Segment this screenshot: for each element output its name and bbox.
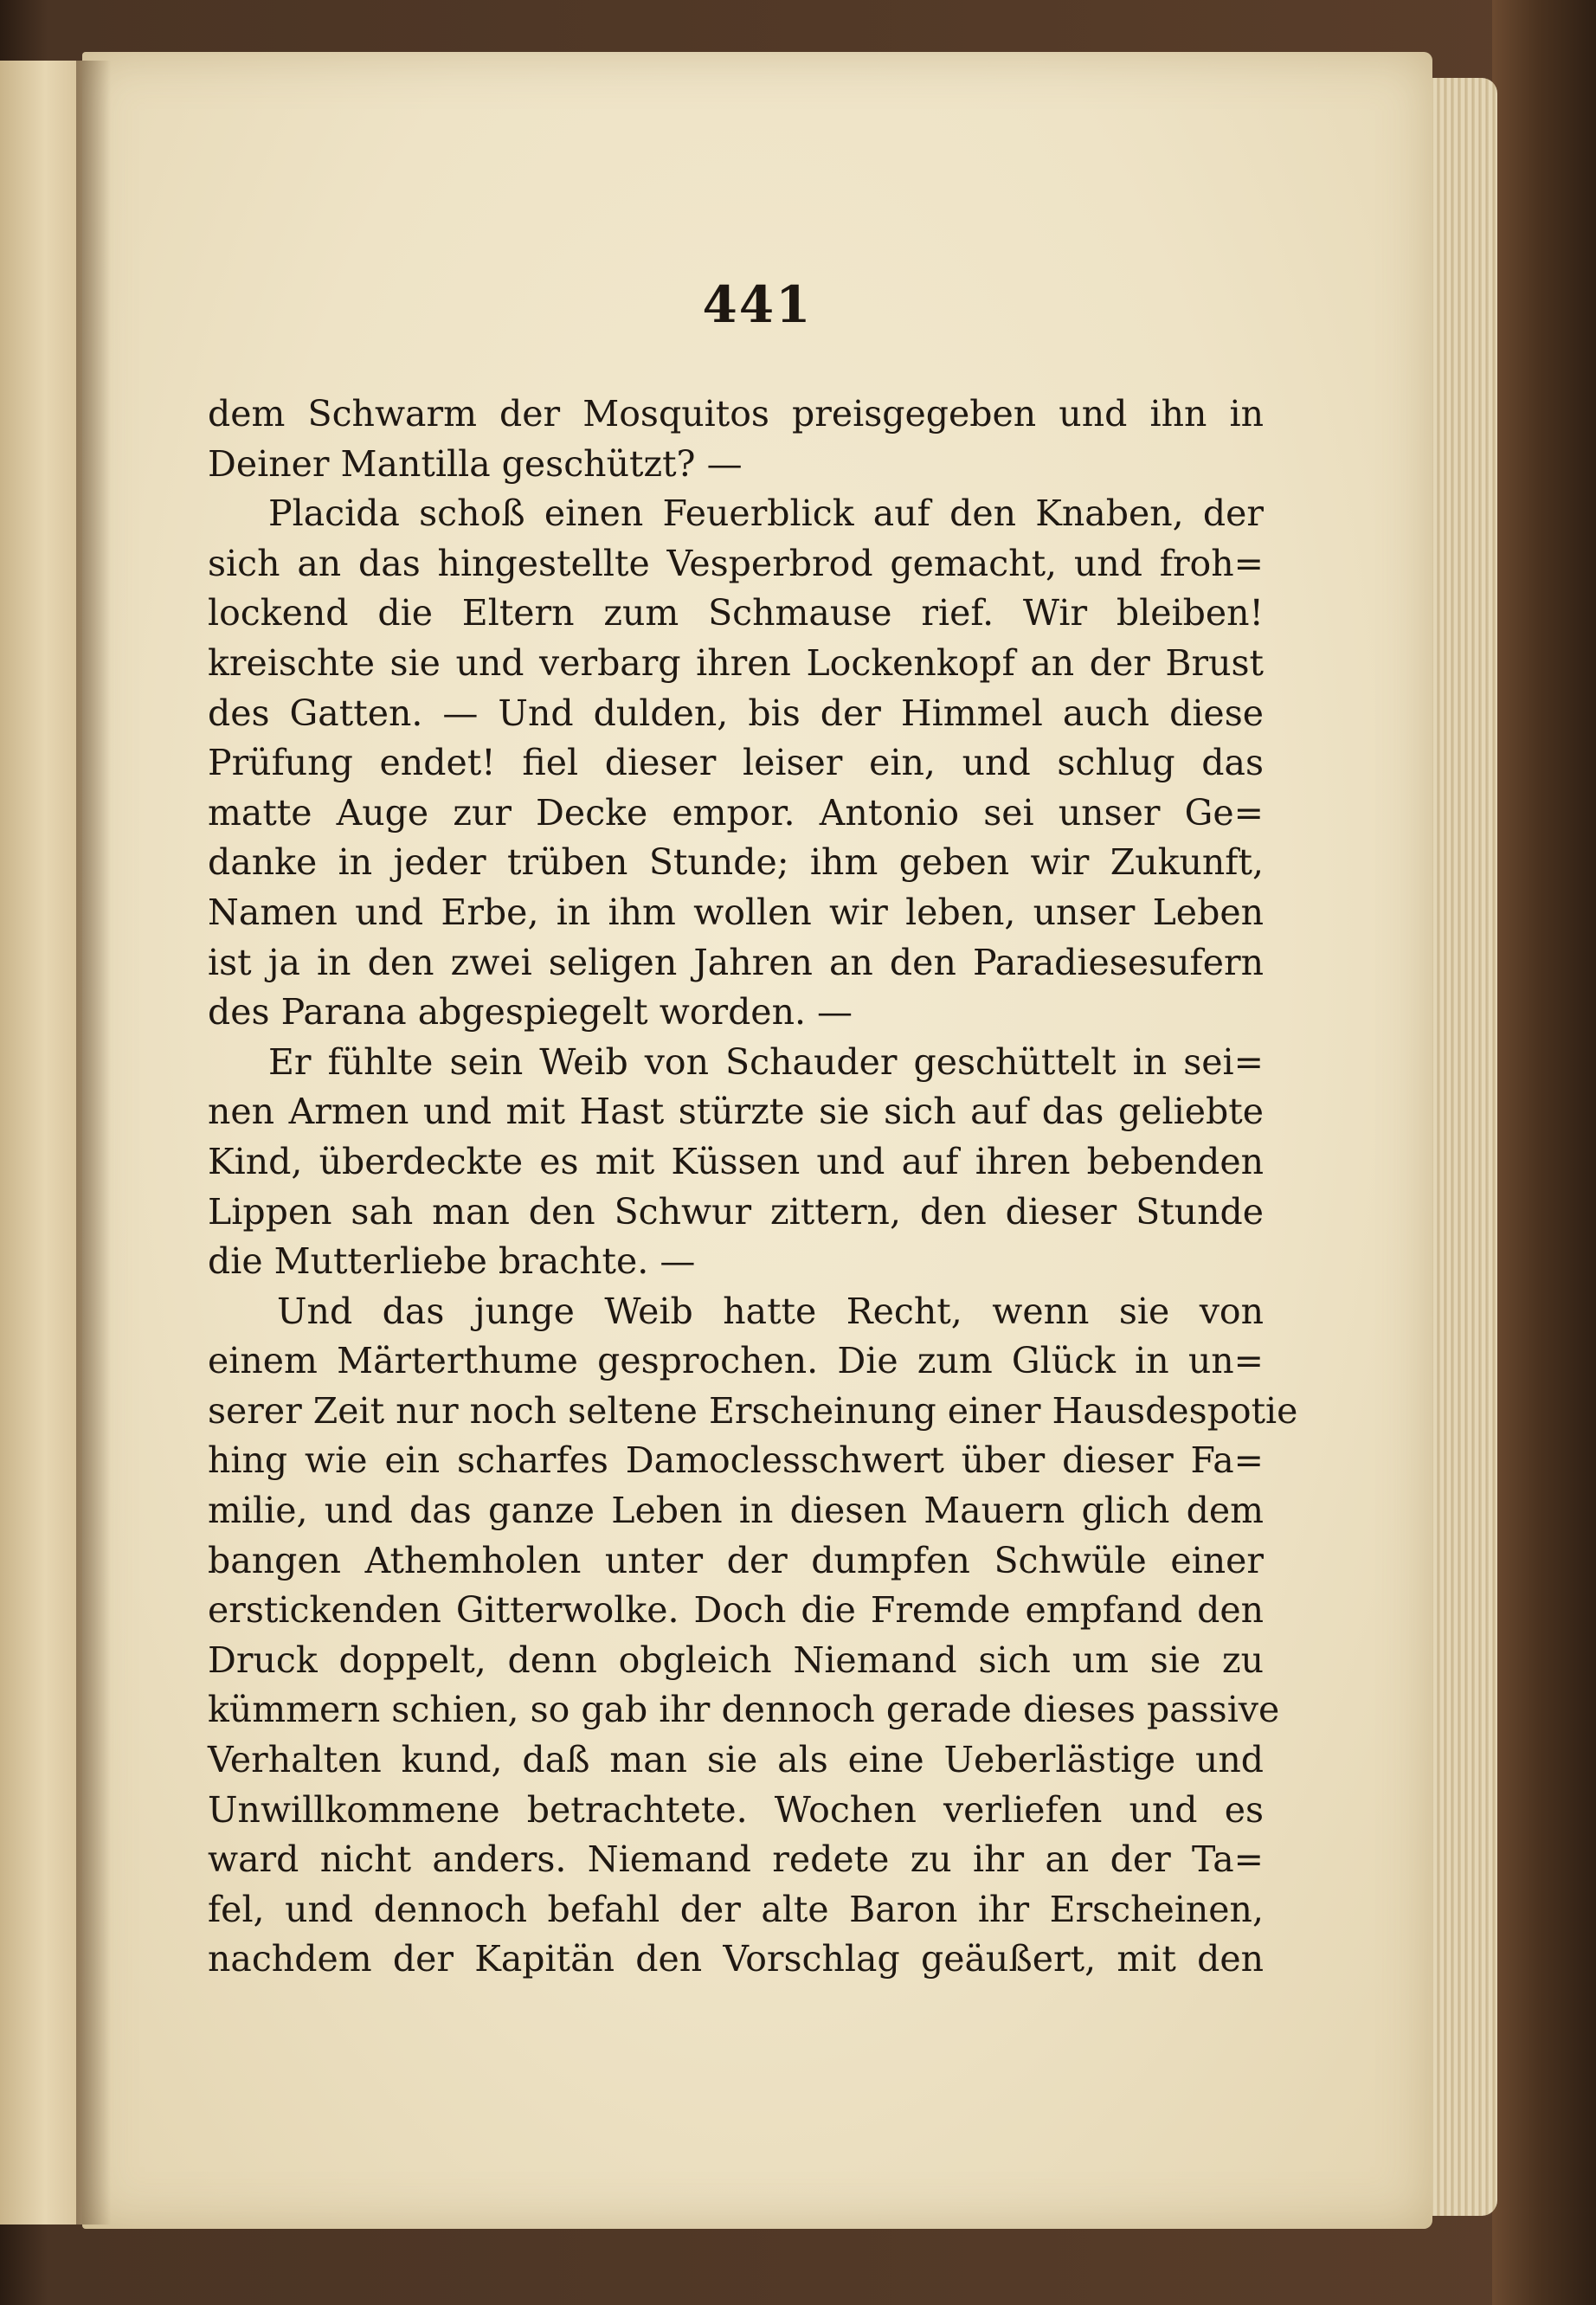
text-line: des Parana abgespiegelt worden. — [208, 991, 853, 1033]
text-line: Verhalten kund, daß man sie als eine Ueberlästige und [208, 1739, 1264, 1781]
text-line: milie, und das ganze Leben in diesen Mauern glich dem [208, 1490, 1264, 1532]
text-line: Er fühlte sein Weib von Schauder geschüttelt in sei= [268, 1040, 1264, 1083]
text-line: Lippen sah man den Schwur zittern, den dieser Stunde [208, 1190, 1264, 1233]
book-cover-edge [1492, 0, 1596, 2305]
text-line: Deiner Mantilla geschützt? — [208, 442, 743, 485]
text-line: erstickenden Gitterwolke. Doch die Fremde empfand den [208, 1589, 1264, 1632]
text-line: hing wie ein scharfes Damoclesschwert über dieser Fa= [208, 1439, 1264, 1482]
text-line: einem Märterthume gesprochen. Die zum Glück in un= [208, 1340, 1264, 1382]
text-line: sich an das hingestellte Vesperbrod gemacht, und froh= [208, 542, 1264, 584]
text-line: Namen und Erbe, in ihm wollen wir leben, unser Leben [208, 891, 1264, 933]
text-line: kreischte sie und verbarg ihren Lockenkopf an der Brust [208, 641, 1264, 684]
text-line: des Gatten. — Und dulden, bis der Himmel auch diese [208, 692, 1264, 734]
text-line: matte Auge zur Decke empor. Antonio sei unser Ge= [208, 791, 1264, 834]
text-line: bangen Athemholen unter der dumpfen Schwüle einer [208, 1539, 1264, 1581]
text-line: fel, und dennoch befahl der alte Baron ihr Erscheinen, [208, 1888, 1264, 1930]
text-line: nen Armen und mit Hast stürzte sie sich auf das geliebte [208, 1091, 1264, 1133]
text-line: kümmern schien, so gab ihr dennoch gerade dieses passive [208, 1689, 1280, 1731]
text-line: danke in jeder trüben Stunde; ihm geben wir Zukunft, [208, 841, 1264, 884]
text-line: lockend die Eltern zum Schmause rief. Wir bleiben! [208, 592, 1264, 634]
text-line: Placida schoß einen Feuerblick auf den Knaben, der [268, 493, 1264, 535]
previous-page-edge [0, 61, 85, 2225]
text-line: die Mutterliebe brachte. — [208, 1240, 696, 1283]
page-number: 441 [702, 275, 813, 334]
text-line: serer Zeit nur noch seltene Erscheinung einer Hausdespotie [208, 1389, 1298, 1432]
book-page [82, 52, 1432, 2229]
text-line: ist ja in den zwei seligen Jahren an den Paradiesesufern [208, 941, 1264, 983]
text-line: Prüfung endet! fiel dieser leiser ein, und schlug das [208, 742, 1264, 784]
text-line: Unwillkommene betrachtete. Wochen verliefen und es [208, 1788, 1264, 1831]
text-line: nachdem der Kapitän den Vorschlag geäußert, mit den [208, 1938, 1264, 1980]
text-line: ward nicht anders. Niemand redete zu ihr an der Ta= [208, 1838, 1264, 1881]
text-line: dem Schwarm der Mosquitos preisgegeben und ihn in [208, 393, 1264, 435]
text-line: Druck doppelt, denn obgleich Niemand sich um sie zu [208, 1639, 1264, 1681]
gutter-shadow [76, 61, 111, 2225]
text-line: Kind, überdeckte es mit Küssen und auf ihren bebenden [208, 1140, 1264, 1182]
page-text [208, 390, 1298, 1985]
text-line: Und das junge Weib hatte Recht, wenn sie von [277, 1290, 1264, 1332]
